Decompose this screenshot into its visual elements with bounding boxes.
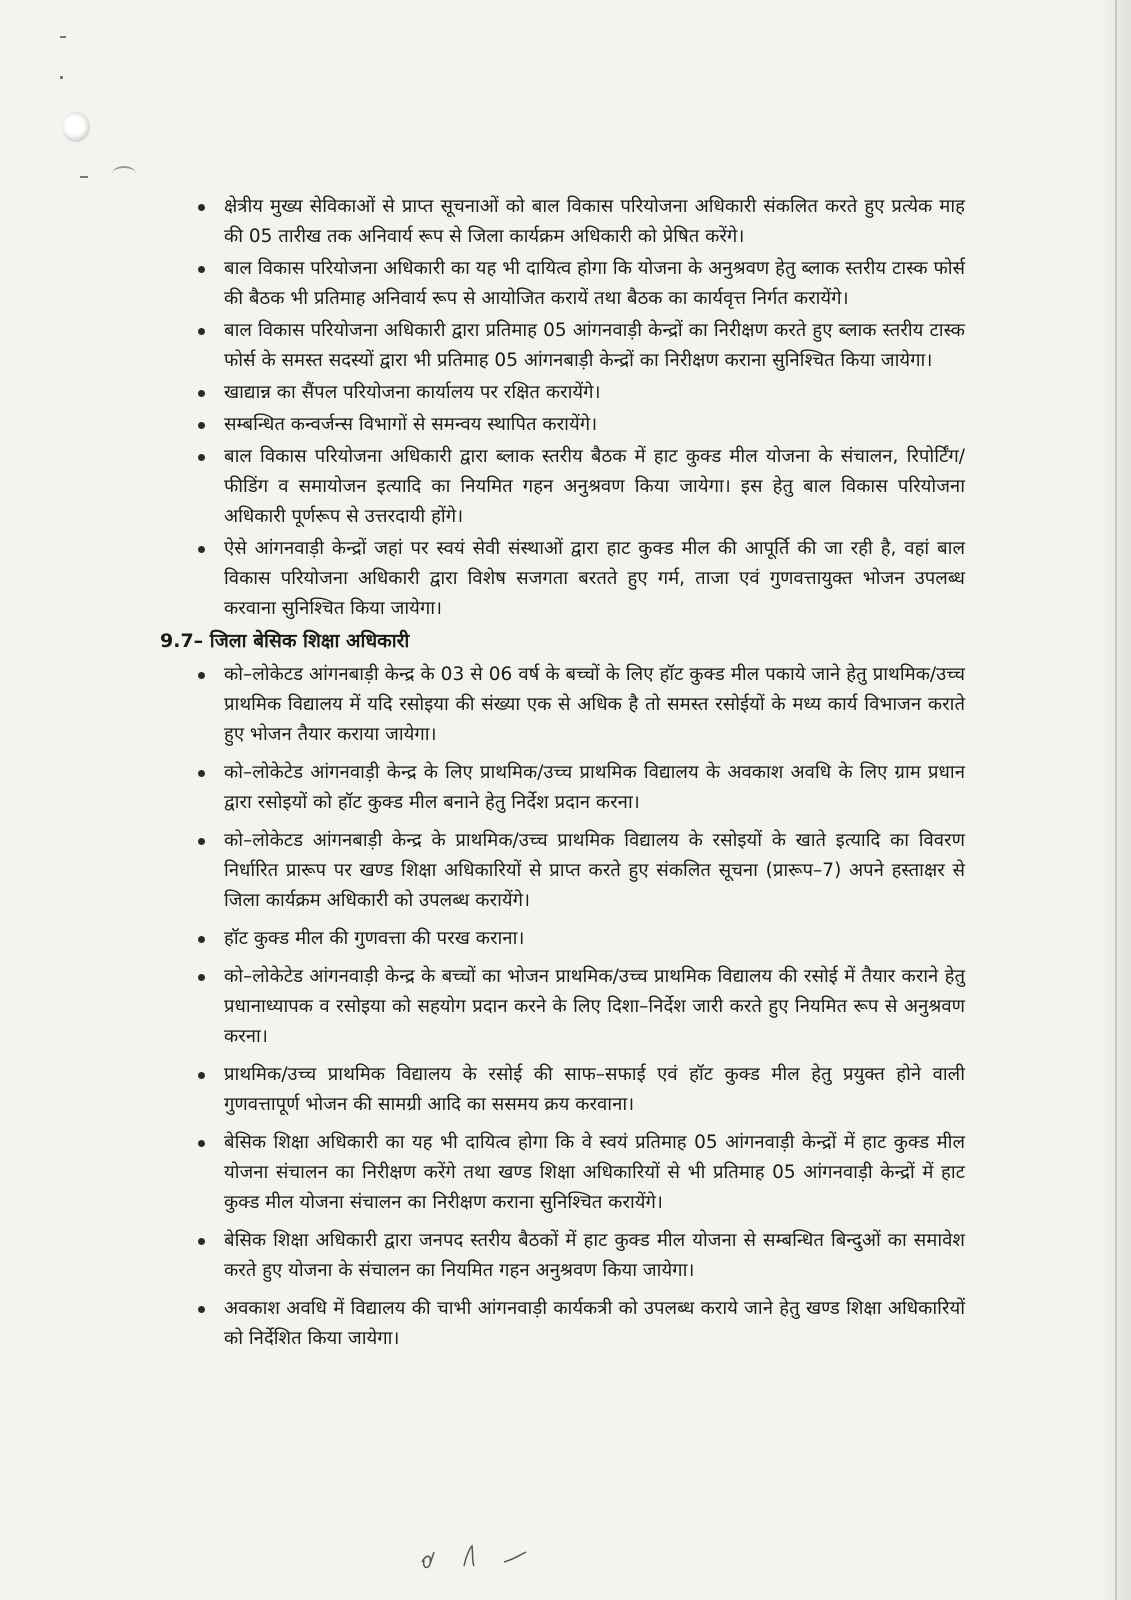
punch-hole-mark xyxy=(112,166,136,182)
list-item xyxy=(160,192,965,252)
list-item-text: हॉट कुक्ड मील की गुणवत्ता की परख कराना। xyxy=(224,928,525,949)
bullet-icon xyxy=(198,1072,205,1079)
list-item-text: बाल विकास परियोजना अधिकारी द्वारा प्रतिमाह 05 आंगनवाड़ी केन्द्रों का निरीक्षण करते हुए ब्लाक स्तरीय टास्क फोर्स के समस्त सदस्यों द्वारा भी प्रतिमाह 05 आंगनबाड़ी केन्द्रों का निरीक्षण कराना सुनिश्चित किया जायेगा। xyxy=(224,320,965,371)
scan-mark xyxy=(60,36,66,38)
bullet-icon xyxy=(198,1238,205,1245)
list-item-text: खाद्यान्न का सैंपल परियोजना कार्यालय पर रक्षित करायेंगे। xyxy=(224,382,601,403)
bullet-icon xyxy=(198,328,205,335)
punch-hole xyxy=(62,112,90,142)
list-item-text: प्राथमिक/उच्च प्राथमिक विद्यालय के रसोई की साफ–सफाई एवं हॉट कुक्ड मील हेतु प्रयुक्त होने वाली गुणवत्तापूर्ण भोजन की सामग्री आदि का ससमय क्रय करवाना। xyxy=(224,1064,965,1115)
list-item xyxy=(160,1060,965,1120)
handwritten-signature xyxy=(418,1540,538,1574)
bullet-icon xyxy=(198,422,205,429)
list-item-text: क्षेत्रीय मुख्य सेविकाओं से प्राप्त सूचनाओं को बाल विकास परियोजना अधिकारी संकलित करते हुए प्रत्येक माह की 05 तारीख तक अनिवार्य रूप से जिला कार्यक्रम अधिकारी को प्रेषित करेंगे। xyxy=(224,196,965,247)
list-item xyxy=(160,758,965,818)
list-item xyxy=(160,1128,965,1218)
bullet-icon xyxy=(198,672,205,679)
bullet-list-top xyxy=(160,192,965,624)
scan-mark xyxy=(60,76,63,79)
bullet-icon xyxy=(198,974,205,981)
list-item xyxy=(160,924,965,954)
list-item xyxy=(160,378,965,408)
section-heading: 9.7– जिला बेसिक शिक्षा अधिकारी xyxy=(160,630,410,652)
bullet-icon xyxy=(198,1140,205,1147)
document-body xyxy=(160,192,965,1362)
list-item xyxy=(160,410,965,440)
list-item-text: बाल विकास परियोजना अधिकारी द्वारा ब्लाक स्तरीय बैठक में हाट कुक्ड मील योजना के संचालन, रिपोर्टिंग/फीडिंग व समायोजन इत्यादि का नियमित गहन अनुश्रवण किया जायेगा। इस हेतु बाल विकास परियोजना अधिकारी पूर्णरूप से उत्तरदायी होंगे। xyxy=(224,446,965,527)
list-item-text: अवकाश अवधि में विद्यालय की चाभी आंगनवाड़ी कार्यकत्री को उपलब्ध कराये जाने हेतु खण्ड शिक्षा अधिकारियों को निर्देशित किया जायेगा। xyxy=(224,1298,965,1349)
bullet-icon xyxy=(198,390,205,397)
scan-mark xyxy=(80,176,88,178)
list-item xyxy=(160,316,965,376)
list-item xyxy=(160,660,965,750)
list-item-text: को–लोकेटड आंगनबाड़ी केन्द्र के प्राथमिक/उच्च प्राथमिक विद्यालय के रसोइयों के खाते इत्यादि का विवरण निर्धारित प्रारूप पर खण्ड शिक्षा अधिकारियों से प्राप्त करते हुए संकलित सूचना (प्रारूप–7) अपने हस्ताक्षर से जिला कार्यक्रम अधिकारी को उपलब्ध करायेंगे। xyxy=(224,830,965,911)
bullet-icon xyxy=(198,266,205,273)
bullet-icon xyxy=(198,546,205,553)
list-item-text: बेसिक शिक्षा अधिकारी का यह भी दायित्व होगा कि वे स्वयं प्रतिमाह 05 आंगनवाड़ी केन्द्रों में हाट कुक्ड मील योजना संचालन का निरीक्षण करेंगे तथा खण्ड शिक्षा अधिकारियों से भी प्रतिमाह 05 आंगनवाड़ी केन्द्रों में हाट कुक्ड मील योजना संचालन का निरीक्षण कराना सुनिश्चित करायेंगे। xyxy=(224,1132,965,1213)
list-item-text: को–लोकेटड आंगनबाड़ी केन्द्र के 03 से 06 वर्ष के बच्चों के लिए हॉट कुक्ड मील पकाये जाने हेतु प्राथमिक/उच्च प्राथमिक विद्यालय में यदि रसोइया की संख्या एक से अधिक है तो समस्त रसोईयों के मध्य कार्य विभाजन कराते हुए भोजन तैयार कराया जायेगा। xyxy=(224,664,965,745)
list-item xyxy=(160,826,965,916)
list-item-text: को–लोकेटेड आंगनवाड़ी केन्द्र के बच्चों का भोजन प्राथमिक/उच्च प्राथमिक विद्यालय की रसोई में तैयार कराने हेतु प्रधानाध्यापक व रसोइया को सहयोग प्रदान करने के लिए दिशा–निर्देश जारी करते हुए नियमित रूप से अनुश्रवण करना। xyxy=(224,966,965,1047)
list-item xyxy=(160,534,965,624)
bullet-icon xyxy=(198,1306,205,1313)
list-item-text: को–लोकेटेड आंगनवाड़ी केन्द्र के लिए प्राथमिक/उच्च प्राथमिक विद्यालय के अवकाश अवधि के लिए ग्राम प्रधान द्वारा रसोइयों को हॉट कुक्ड मील बनाने हेतु निर्देश प्रदान करना। xyxy=(224,762,965,813)
bullet-icon xyxy=(198,838,205,845)
list-item xyxy=(160,962,965,1052)
list-item xyxy=(160,1226,965,1286)
bullet-icon xyxy=(198,204,205,211)
bullet-icon xyxy=(198,936,205,943)
bullet-icon xyxy=(198,770,205,777)
list-item-text: बाल विकास परियोजना अधिकारी का यह भी दायित्व होगा कि योजना के अनुश्रवण हेतु ब्लाक स्तरीय टास्क फोर्स की बैठक भी प्रतिमाह अनिवार्य रूप से आयोजित करायें तथा बैठक का कार्यवृत्त निर्गत करायेंगे। xyxy=(224,258,965,309)
list-item xyxy=(160,442,965,532)
list-item xyxy=(160,1294,965,1354)
scan-edge-line xyxy=(1115,0,1117,1600)
list-item-text: बेसिक शिक्षा अधिकारी द्वारा जनपद स्तरीय बैठकों में हाट कुक्ड मील योजना से सम्बन्धित बिन्दुओं का समावेश करते हुए योजना के संचालन का नियमित गहन अनुश्रवण किया जायेगा। xyxy=(224,1230,965,1281)
bullet-icon xyxy=(198,454,205,461)
list-item-text: ऐसे आंगनवाड़ी केन्द्रों जहां पर स्वयं सेवी संस्थाओं द्वारा हाट कुक्ड मील की आपूर्ति की जा रही है, वहां बाल विकास परियोजना अधिकारी द्वारा विशेष सजगता बरतते हुए गर्म, ताजा एवं गुणवत्तायुक्त भोजन उपलब्ध करवाना सुनिश्चित किया जायेगा। xyxy=(224,538,965,619)
list-item xyxy=(160,254,965,314)
list-item-text: सम्बन्धित कन्वर्जन्स विभागों से समन्वय स्थापित करायेंगे। xyxy=(224,414,598,435)
bullet-list-section-9-7 xyxy=(160,660,965,1354)
